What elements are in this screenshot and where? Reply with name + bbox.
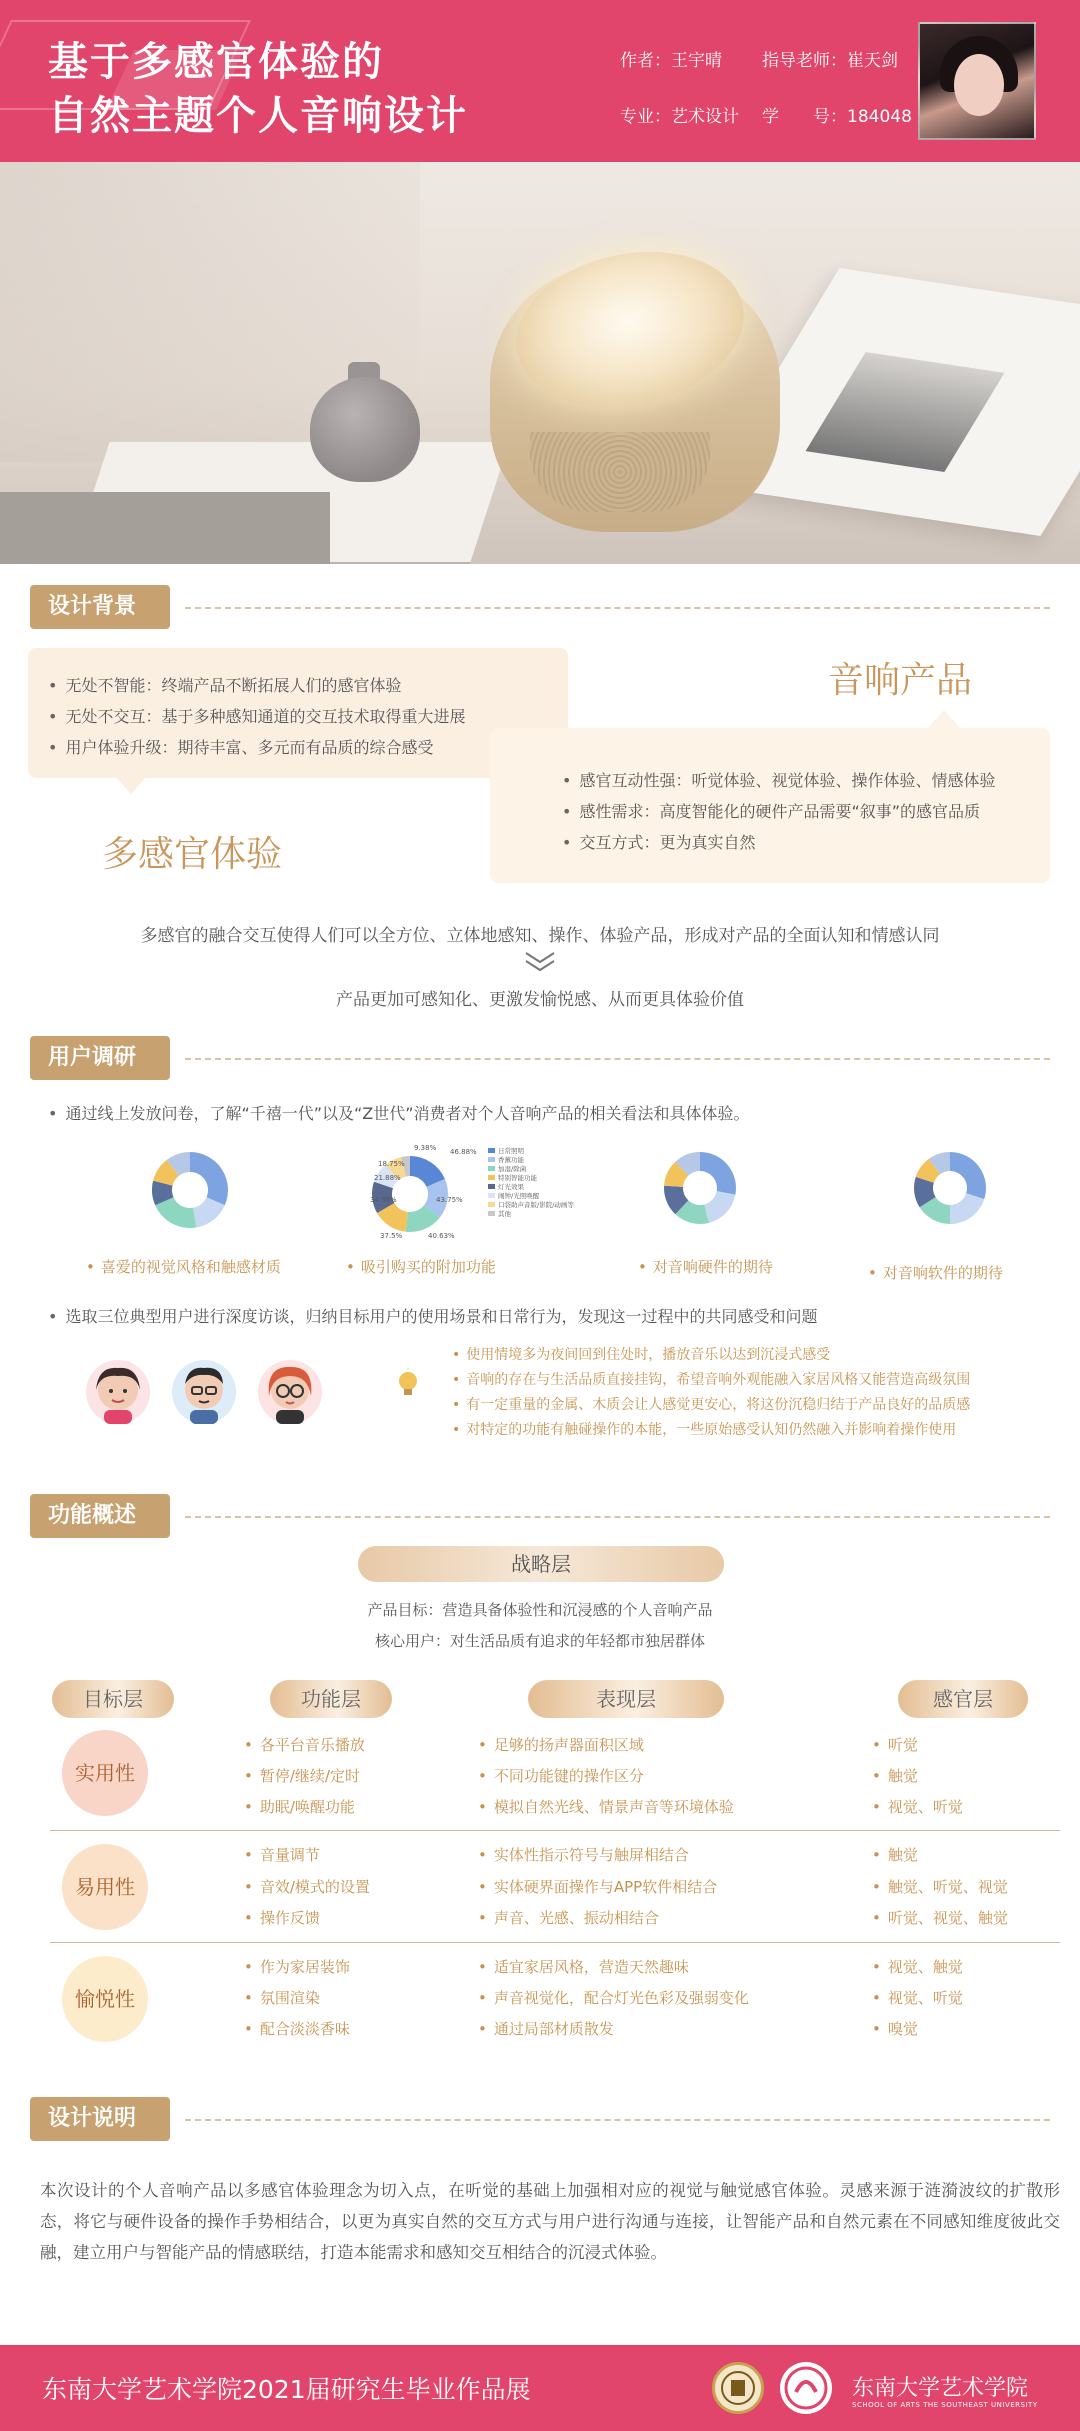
data-label: 43.75%: [436, 1196, 463, 1204]
col-head-function: 功能层: [270, 1680, 392, 1718]
background-summary: 多感官的融合交互使得人们可以全方位、立体地感知、操作、体验产品，形成对产品的全面认知和情感认同: [140, 926, 940, 946]
performance-item: • 实体硬界面操作与APP软件相结合: [478, 1876, 717, 1897]
university-emblem-icon: [712, 2362, 764, 2414]
data-label: 46.88%: [450, 1148, 477, 1156]
student-id: 学 号：184048: [762, 107, 912, 127]
sense-item: • 听觉、视觉、触觉: [872, 1907, 1008, 1928]
feature-item: • 氛围渲染: [244, 1987, 320, 2008]
author-photo: [918, 22, 1036, 140]
double-chevron-down-icon: [520, 950, 560, 974]
sp-bullet-1: • 感官互动性强：听觉体验、视觉体验、操作体验、情感体验: [562, 768, 995, 791]
feature-item: • 操作反馈: [244, 1907, 320, 1928]
school-name-cn: 东南大学艺术学院: [852, 2376, 1029, 2401]
data-label: 9.38%: [414, 1144, 437, 1152]
sense-item: • 触觉、听觉、视觉: [872, 1876, 1008, 1897]
vase-illustration: [310, 377, 420, 482]
legend-label: 闹钟/光照唤醒: [498, 1192, 540, 1200]
section-divider: [185, 1058, 1050, 1060]
school-name-en: SCHOOL OF ARTS THE SOUTHEAST UNIVERSITY: [852, 2401, 1038, 2409]
insight-2: • 音响的存在与生活品质直接挂钩，希望音响外观能融入家居风格又能营造高级氛围: [452, 1369, 970, 1389]
legend-swatch: [488, 1148, 495, 1153]
research-interview: • 选取三位典型用户进行深度访谈，归纳目标用户的使用场景和日常行为，发现这一过程中的共同感受和问题: [48, 1304, 817, 1327]
legend-swatch: [488, 1157, 495, 1162]
section-tag-research: 用户调研: [30, 1036, 170, 1080]
legend-label: 日常照明: [498, 1147, 524, 1155]
section-divider: [185, 2119, 1050, 2121]
row-practicality: 实用性: [62, 1730, 148, 1816]
legend-swatch: [488, 1166, 495, 1171]
research-intro: • 通过线上发放问卷，了解“千禧一代”以及“Z世代”消费者对个人音响产品的相关看法和具体体验。: [48, 1101, 750, 1124]
feature-item: • 暂停/继续/定时: [244, 1765, 360, 1786]
insight-4: • 对特定的功能有触碰操作的本能，一些原始感受认知仍然融入并影响着操作使用: [452, 1419, 956, 1439]
sense-item: • 视觉、听觉: [872, 1796, 963, 1817]
section-divider: [185, 607, 1050, 609]
sp-bullet-3: • 交互方式：更为真实自然: [562, 830, 755, 853]
feature-item: • 音量调节: [244, 1844, 320, 1865]
sense-item: • 视觉、触觉: [872, 1956, 963, 1977]
data-label: 18.75%: [378, 1160, 405, 1168]
major: 专业：艺术设计: [620, 107, 739, 127]
section-divider: [185, 1516, 1050, 1518]
chart-caption-4: • 对音响软件的期待: [868, 1262, 1003, 1283]
advisor: 指导老师：崔天剑: [762, 51, 898, 71]
chart-caption-2: • 吸引购买的附加功能: [346, 1256, 496, 1277]
chart-visual-style: [90, 1140, 290, 1240]
label-speaker-product: 音响产品: [828, 660, 973, 701]
row-pleasure: 愉悦性: [62, 1956, 148, 2042]
chart-add-on-features: [340, 1140, 580, 1250]
performance-item: • 声音视觉化，配合灯光色彩及强弱变化: [478, 1987, 749, 2008]
chart-hardware-expectation: [590, 1140, 810, 1240]
legend-swatch: [488, 1184, 495, 1189]
sense-item: • 视觉、听觉: [872, 1987, 963, 2008]
performance-item: • 适宜家居风格，营造天然趣味: [478, 1956, 689, 1977]
chart-software-expectation: [840, 1140, 1060, 1240]
sense-item: • 触觉: [872, 1844, 918, 1865]
performance-item: • 实体性指示符号与触屏相结合: [478, 1844, 689, 1865]
col-head-goal: 目标层: [52, 1680, 174, 1718]
row-usability: 易用性: [62, 1844, 148, 1930]
insight-3: • 有一定重量的金属、木质会让人感觉更安心，将这份沉稳归结于产品良好的品质感: [452, 1394, 970, 1414]
exhibition-title: 东南大学艺术学院2021届研究生毕业作品展: [42, 2375, 531, 2404]
legend-label: 加湿/除菌: [498, 1165, 527, 1173]
legend-swatch: [488, 1202, 495, 1207]
insight-1: • 使用情境多为夜间回到住处时，播放音乐以达到沉浸式感受: [452, 1344, 830, 1364]
legend-label: 口袋助声音版/影院/动画等: [498, 1201, 574, 1209]
performance-item: • 足够的扬声器面积区域: [478, 1734, 644, 1755]
sense-item: • 触觉: [872, 1765, 918, 1786]
product-hero-image: [0, 162, 1080, 564]
author: 作者：王宇晴: [620, 51, 722, 71]
performance-item: • 模拟自然光线、情景声音等环境体验: [478, 1796, 734, 1817]
legend-swatch: [488, 1175, 495, 1180]
school-logo-icon: [780, 2362, 832, 2414]
performance-item: • 通过局部材质散发: [478, 2018, 614, 2039]
user-avatar-3: [258, 1360, 322, 1424]
chart-caption-3: • 对音响硬件的期待: [638, 1256, 773, 1277]
section-tag-background: 设计背景: [30, 585, 170, 629]
chart-caption-1: • 喜爱的视觉风格和触感材质: [86, 1256, 281, 1277]
legend-swatch: [488, 1211, 495, 1216]
section-tag-function: 功能概述: [30, 1494, 170, 1538]
core-users: 核心用户：对生活品质有追求的年轻都市独居群体: [374, 1632, 705, 1650]
bg-bullet-1: • 无处不智能：终端产品不断拓展人们的感官体验: [48, 673, 401, 696]
design-description: 本次设计的个人音响产品以多感官体验理念为切入点，在听觉的基础上加强相对应的视觉与触觉感官体验。灵感来源于涟漪波纹的扩散形态，将它与硬件设备的操作手势相结合，以更为真实自然的交互方式与用户进行沟通与连接，让智能产品和自然元素在不同感知维度彼此交融，建立用户与智能产品的情感联结，打造本能需求和感知交互相结合的沉浸式体验。: [40, 2181, 1060, 2262]
col-head-sense: 感官层: [898, 1680, 1028, 1718]
user-avatar-2: [172, 1360, 236, 1424]
feature-item: • 作为家居装饰: [244, 1956, 350, 1977]
label-multisensory: 多感官体验: [102, 834, 283, 875]
feature-item: • 音效/模式的设置: [244, 1876, 370, 1897]
section-tag-description: 设计说明: [30, 2097, 170, 2141]
bg-bullet-2: • 无处不交互：基于多种感知通道的交互技术取得重大进展: [48, 704, 465, 727]
legend-swatch: [488, 1193, 495, 1198]
legend-label: 灯光效果: [498, 1183, 524, 1191]
sense-item: • 听觉: [872, 1734, 918, 1755]
sp-bullet-2: • 感性需求：高度智能化的硬件产品需要“叙事”的感官品质: [562, 799, 980, 822]
data-label: 40.63%: [428, 1232, 455, 1240]
bg-bullet-3: • 用户体验升级：期待丰富、多元而有品质的综合感受: [48, 735, 433, 758]
feature-item: • 各平台音乐播放: [244, 1734, 365, 1755]
data-label: 21.88%: [374, 1174, 401, 1182]
pie-slice: [950, 1193, 984, 1224]
product-goal: 产品目标：营造具备体验性和沉浸感的个人音响产品: [367, 1601, 713, 1619]
pie-slice: [704, 1191, 735, 1223]
lightbulb-icon: [394, 1368, 422, 1402]
feature-item: • 助眠/唤醒功能: [244, 1796, 355, 1817]
row-divider: [50, 1830, 1060, 1831]
legend-label: 特别智能功能: [498, 1174, 537, 1182]
strategy-layer: 战略层: [358, 1546, 724, 1582]
pie-slice: [950, 1152, 986, 1199]
feature-item: • 配合淡淡香味: [244, 2018, 350, 2039]
data-label: 37.5%: [380, 1232, 403, 1240]
legend-label: 其他: [498, 1210, 511, 1218]
pie-slice: [700, 1152, 736, 1195]
performance-item: • 不同功能键的操作区分: [478, 1765, 644, 1786]
row-divider: [50, 1942, 1060, 1943]
sense-item: • 嗅觉: [872, 2018, 918, 2039]
background-conclusion: 产品更加可感知化、更激发愉悦感、从而更具体验价值: [336, 990, 744, 1010]
performance-item: • 声音、光感、振动相结合: [478, 1907, 659, 1928]
data-label: 34.38%: [370, 1196, 397, 1204]
page-title-line1: 基于多感官体验的: [48, 39, 384, 85]
user-avatar-1: [86, 1360, 150, 1424]
page-title-line2: 自然主题个人音响设计: [48, 93, 468, 139]
col-head-performance: 表现层: [528, 1680, 724, 1718]
legend-label: 香薰功能: [498, 1156, 524, 1164]
pie-slice: [190, 1152, 228, 1205]
